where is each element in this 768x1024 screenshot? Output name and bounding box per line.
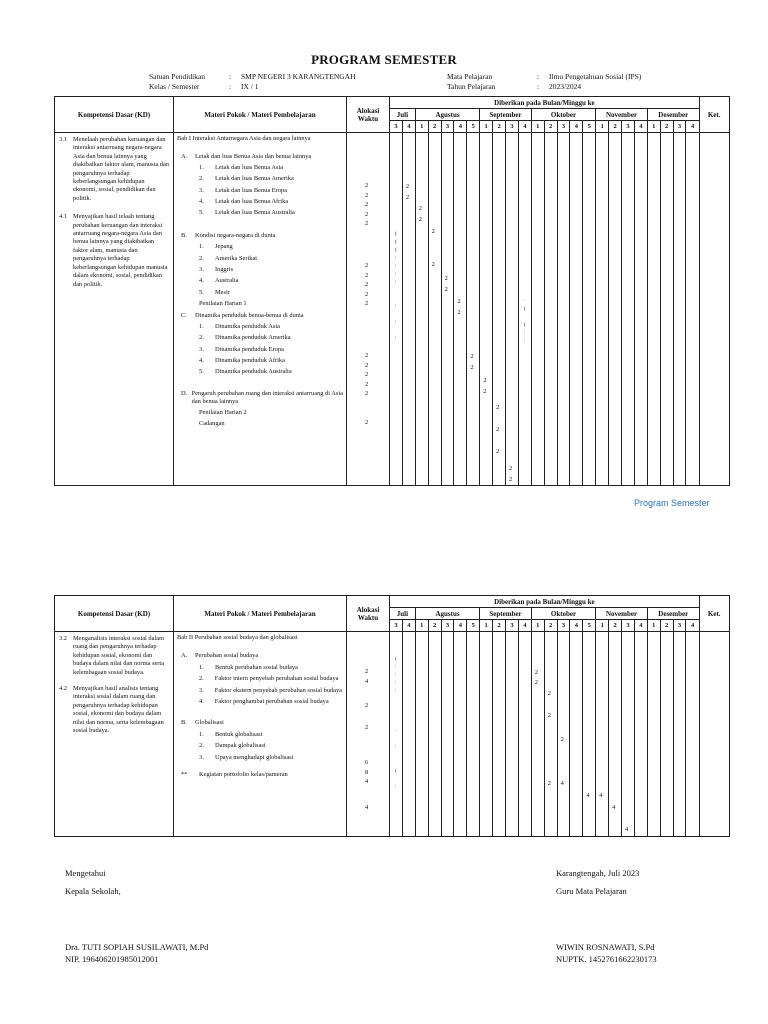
kepala-sekolah-nip: NIP. 196406201985012001 (65, 954, 159, 964)
week-cell (506, 133, 519, 486)
header-ket: Ket. (699, 97, 729, 133)
week-mark: 2 (496, 426, 500, 433)
week-header: 3 (441, 121, 454, 133)
week-mark: 4 (599, 792, 603, 799)
week-cell (570, 632, 583, 837)
month-header: Agustus (415, 608, 479, 620)
week-header: 1 (596, 121, 609, 133)
kd-cell (55, 133, 174, 486)
materi-item: Letak dan luas Benua Asia (215, 163, 284, 171)
alokasi-value: 8 (365, 768, 369, 776)
week-header: 5 (467, 620, 480, 632)
week-header: 2 (660, 121, 673, 133)
materi-item: Dinamika penduduk Australia (215, 368, 292, 376)
meta-label: Kelas / Semester (149, 82, 200, 91)
kd-number: 4.2 (59, 685, 67, 693)
week-mark: 2 (431, 261, 435, 268)
alokasi-value: 2 (365, 371, 369, 379)
alokasi-value: 2 (365, 380, 369, 388)
header-alokasi: Alokasi Waktu (347, 97, 390, 133)
week-cell (647, 632, 660, 837)
guru-nuptk: NUPTK. 1452761662230173 (556, 954, 657, 964)
week-header: 4 (570, 620, 583, 632)
week-header: 4 (634, 620, 647, 632)
week-mark: 2 (547, 690, 551, 697)
month-header: Oktober (531, 608, 595, 620)
section-number: C. (181, 311, 187, 319)
week-header: 3 (673, 121, 686, 133)
month-header: Agustus (415, 109, 479, 121)
meta-left: Satuan Pendidikan : SMP NEGERI 3 KARANGTENGAH Kelas / Semester : IX / 1 (149, 72, 356, 91)
week-cell (544, 632, 557, 837)
header-materi: Materi Pokok / Materi Pembelajaran (174, 97, 347, 133)
week-header: 2 (609, 121, 622, 133)
week-cell (467, 632, 480, 837)
section-title: Letak dan luas Benua Asia dan benua lainnya (195, 153, 312, 161)
materi-item: Faktor ekstern penyebab perubahan sosial budaya (214, 686, 343, 694)
week-cell (415, 632, 428, 837)
section-title: Perubahan sosial budaya (195, 652, 259, 660)
materi-item: Faktor penghambat perubahan sosial budaya (214, 697, 329, 705)
week-mark: 2 (457, 298, 461, 305)
week-cell (531, 632, 544, 837)
week-mark: 4 (625, 826, 629, 833)
week-cell (673, 133, 686, 486)
month-header: Juli (390, 608, 416, 620)
week-header: 3 (390, 620, 403, 632)
ket-cell (699, 632, 729, 837)
week-cell (557, 133, 570, 486)
week-header: 1 (596, 620, 609, 632)
week-header: 1 (647, 121, 660, 133)
section-title: Kondisi negara-negara di dunia (195, 231, 276, 239)
materi-item: Letak dan luas Benua Afrika (215, 197, 289, 205)
materi-item: Dinamika penduduk Eropa (215, 345, 284, 353)
week-header: 4 (686, 620, 699, 632)
week-header: 1 (480, 620, 493, 632)
week-cell (596, 632, 609, 837)
section-title: Dinamika penduduk benua-benua di dunia (195, 311, 304, 319)
alokasi-value: 4 (365, 778, 369, 786)
week-cell (454, 133, 467, 486)
week-mark: 4 (560, 780, 564, 787)
week-cell (415, 133, 428, 486)
kd-cell (55, 632, 174, 837)
meta-value: SMP NEGERI 3 KARANGTENGAH (241, 72, 356, 81)
materi-item: Dampak globalisasi (215, 742, 266, 750)
week-header: 2 (493, 121, 506, 133)
week-header: 1 (647, 620, 660, 632)
week-cell (506, 632, 519, 837)
week-cell (583, 632, 596, 837)
alokasi-value: 2 (365, 191, 369, 199)
week-cell (557, 632, 570, 837)
section-title: Globalisasi (195, 719, 224, 727)
week-cell (454, 632, 467, 837)
week-mark: 2 (534, 679, 538, 686)
week-cell (441, 632, 454, 837)
week-cell (441, 133, 454, 486)
week-header: 5 (583, 121, 596, 133)
week-header: 4 (454, 620, 467, 632)
week-header: 5 (583, 620, 596, 632)
kepala-sekolah-name: Dra. TUTI SOPIAH SUSILAWATI, M.Pd (65, 942, 209, 952)
materi-item: Dinamika penduduk Asia (215, 322, 280, 330)
week-cell (686, 133, 699, 486)
alokasi-cell (347, 632, 390, 837)
week-cell (480, 632, 493, 837)
alokasi-value: 2 (365, 702, 369, 709)
week-header: 4 (570, 121, 583, 133)
week-cell (428, 133, 441, 486)
week-cell (570, 133, 583, 486)
materi-item: Mesir (215, 288, 230, 296)
week-header: 3 (390, 121, 403, 133)
alokasi-value: 2 (365, 201, 369, 209)
mengetahui-label: Mengetahui (65, 868, 106, 878)
week-header: 1 (480, 121, 493, 133)
section-title: Pengaruh perubahan ruang dan interaksi antarruang di Asia dan benua lainnya (191, 389, 343, 406)
section-number: D. (181, 389, 188, 397)
kegiatan-mark: ** (181, 770, 188, 778)
materi-item: Dinamika penduduk Amerika (215, 334, 291, 342)
week-mark: 2 (496, 404, 500, 411)
week-cell (428, 632, 441, 837)
week-header: 4 (634, 121, 647, 133)
week-cell (596, 133, 609, 486)
week-header: 2 (428, 620, 441, 632)
week-header: 4 (454, 121, 467, 133)
week-header: 1 (531, 620, 544, 632)
week-mark: 2 (483, 388, 487, 395)
week-cell (467, 133, 480, 486)
materi-item: Australia (215, 277, 239, 285)
week-header: 3 (622, 620, 635, 632)
kd-text: Menelaah perubahan keruangan dan interaksi antarruang negara-negara Asia dan benua lainnya yang diakibatkan faktor alam, manusia dan pengaruhnya terhadap keberlangsungan kehidupan ekonomi, sosial, pendidikan dan politik. (73, 136, 170, 202)
week-header: 5 (467, 121, 480, 133)
meta-right: Mata Pelajaran : Ilmu Pengetahuan Sosial (IPS) Tahun Pelajaran : 2023/2024 (447, 72, 642, 91)
month-header: Desember (647, 109, 699, 121)
week-header: 3 (441, 620, 454, 632)
week-mark: 2 (405, 183, 410, 190)
meta-value: Ilmu Pengetahuan Sosial (IPS) (549, 72, 642, 81)
week-mark: 2 (457, 309, 461, 316)
week-header: 3 (557, 620, 570, 632)
cadangan: Cadangan (199, 420, 225, 428)
meta-label: Satuan Pendidikan (149, 72, 206, 81)
week-cell (622, 632, 635, 837)
penilaian-harian: Penilaian Harian 1 (199, 300, 247, 308)
month-header: November (596, 608, 648, 620)
week-cell (609, 632, 622, 837)
header-diberikan: Diberikan pada Bulan/Minggu ke (390, 97, 700, 109)
kd-text: Menyajikan hasil analisis tentang interaksi sosial dalam ruang dan pengaruhnya terhadap kehidupan sosial, ekonomi dan budaya dalam nilai dan norma, serta kelembagaan sosial budaya. (73, 685, 164, 735)
header-kd: Kompetensi Dasar (KD) (55, 596, 174, 632)
week-mark: 2 (560, 736, 564, 743)
section-number: B. (181, 719, 187, 727)
alokasi-value: 2 (365, 352, 369, 359)
alokasi-value: 2 (365, 210, 369, 218)
header-kd: Kompetensi Dasar (KD) (55, 97, 174, 133)
week-header: 1 (415, 121, 428, 133)
week-mark: 2 (547, 780, 551, 787)
alokasi-cell (347, 133, 390, 486)
week-cell (518, 632, 531, 837)
week-header: 2 (609, 620, 622, 632)
week-mark: 2 (470, 353, 474, 360)
alokasi-value: 6 (365, 759, 369, 766)
week-cell (634, 632, 647, 837)
week-cell (493, 632, 506, 837)
week-cell (686, 632, 699, 837)
week-header: 4 (686, 121, 699, 133)
materi-item: Bentuk perubahan sosial budaya (215, 663, 298, 671)
alokasi-value: 2 (365, 361, 369, 369)
week-header: 1 (531, 121, 544, 133)
penilaian-harian: Penilaian Harian 2 (199, 408, 247, 416)
guru-name: WIWIN ROSNAWATI, S.Pd (556, 942, 655, 952)
week-cell (544, 133, 557, 486)
place-date: Karangtengah, Juli 2023 (556, 868, 640, 878)
materi-item: Amerika Serikat (215, 254, 258, 262)
week-cell (622, 133, 635, 486)
bab-title: Bab II Perubahan sosial budaya dan globalisasi (177, 634, 298, 641)
week-cell (673, 632, 686, 837)
alokasi-value: 2 (365, 262, 369, 269)
month-header: September (480, 109, 532, 121)
week-header: 4 (402, 121, 415, 133)
week-header: 4 (518, 620, 531, 632)
week-mark: 2 (444, 275, 448, 282)
week-mark: 2 (496, 448, 500, 455)
page-title: PROGRAM SEMESTER (311, 52, 457, 67)
week-cell (402, 133, 415, 486)
month-header: November (596, 109, 648, 121)
week-header: 3 (557, 121, 570, 133)
kd-text: Menyajikan hasil telaah tentang perubahan keruangan dan interaksi antarruang negara-negara Asia dan benua lainnya yang diakibatkan faktor alam, manusia dan pengaruhnya terhadap keberlangsungan kehidupan manusia dalam ekonomi, sosial, pendidikan dan politik. (73, 213, 168, 288)
meta-label: Tahun Pelajaran (447, 82, 496, 91)
week-header: 3 (506, 121, 519, 133)
section-number: B. (181, 231, 187, 239)
ket-cell (699, 133, 729, 486)
week-mark: 2 (418, 216, 422, 223)
alokasi-value: 2 (365, 182, 369, 189)
week-header: 4 (518, 121, 531, 133)
week-cell (531, 133, 544, 486)
alokasi-value: 2 (365, 220, 369, 228)
alokasi-value: 2 (365, 300, 369, 308)
alokasi-value: 2 (365, 724, 369, 731)
week-mark: 4 (612, 804, 616, 811)
kd-number: 3.1 (59, 136, 67, 143)
guru-label: Guru Mata Pelajaran (556, 886, 627, 896)
alokasi-value: 2 (365, 390, 369, 398)
materi-item: Bentuk globalisasi (215, 730, 263, 738)
week-header: 4 (402, 620, 415, 632)
week-cell (493, 133, 506, 486)
week-mark: 2 (534, 669, 538, 676)
kd-number: 3.2 (59, 635, 67, 642)
section-number: A. (181, 652, 188, 660)
alokasi-value: 4 (365, 678, 369, 685)
week-header: 3 (673, 620, 686, 632)
materi-item: Jepang (215, 243, 233, 251)
week-mark: 2 (470, 364, 474, 371)
program-table-2 (54, 595, 730, 837)
week-header: 2 (660, 620, 673, 632)
materi-cell: Bab II Perubahan sosial budaya dan globalisasi A. Perubahan sosial budaya 1. Bentuk perubahan sosial budaya 2. Faktor intern penyebab perubahan sosial budaya 3. Faktor ekstern penyebab perubahan sosial budaya 4. Faktor penghambat perubahan sosial budaya B. Globalisasi 1. Bentuk globalisasi 2. Dampak globalisasi 3. Upaya menghadapi globalisasi ** Kegiatan portofolio kelas/pameran (174, 632, 347, 837)
week-cell (480, 133, 493, 486)
week-mark: 2 (509, 476, 513, 483)
materi-item: Inggris (215, 265, 234, 273)
alokasi-value: 2 (365, 281, 369, 289)
meta-value: 2023/2024 (549, 82, 582, 91)
week-cell (583, 133, 596, 486)
week-mark: 2 (405, 194, 410, 201)
alokasi-value: 2 (365, 290, 369, 298)
week-cell (660, 133, 673, 486)
materi-item: Upaya menghadapi globalisasi (215, 753, 294, 761)
week-header: 2 (428, 121, 441, 133)
week-cell (609, 133, 622, 486)
alokasi-value: 2 (365, 668, 369, 675)
week-header: 1 (415, 620, 428, 632)
week-header: 3 (506, 620, 519, 632)
alokasi-value: 2 (365, 271, 369, 279)
month-header: Juli (390, 109, 416, 121)
week-mark: 2 (444, 286, 448, 293)
week-cell (660, 632, 673, 837)
month-header: Desember (647, 608, 699, 620)
program-table-1 (54, 96, 730, 486)
week-mark: 4 (586, 792, 590, 799)
materi-item: Letak dan luas Benua Australia (215, 209, 295, 217)
week-mark: 2 (547, 712, 551, 719)
kegiatan-text: Kegiatan portofolio kelas/pameran (199, 770, 288, 778)
kd-text: Menganalisis interaksi sosial dalam ruang dan pengaruhnya terhadap kehidupan sosial, ekonomi dan budaya dalam nilai dan norma serta kelembagaan sosial budaya. (73, 635, 165, 676)
alokasi-value: 2 (365, 419, 369, 426)
week-mark: 2 (431, 228, 435, 235)
week-cell: ( ( ( : : : : : : : (390, 133, 403, 486)
alokasi-value: 4 (365, 804, 369, 811)
week-mark: 2 (418, 205, 422, 212)
kepala-sekolah-label: Kepala Sekolah, (65, 886, 121, 896)
month-header: Oktober (531, 109, 595, 121)
materi-item: Faktor intern penyebab perubahan sosial budaya (214, 675, 339, 683)
week-cell (647, 133, 660, 486)
meta-value: IX / 1 (241, 82, 259, 91)
program-semester-label: Program Semester (634, 498, 710, 508)
materi-item: Letak dan luas Benua Eropa (215, 186, 288, 194)
kd-number: 4.1 (59, 213, 67, 221)
week-mark: 2 (509, 465, 513, 472)
bab-title: Bab I Interaksi Antarnegara Asia dan negara lainnya (177, 135, 311, 142)
week-header: 2 (493, 620, 506, 632)
header-diberikan: Diberikan pada Bulan/Minggu ke (390, 596, 700, 608)
meta-label: Mata Pelajaran (447, 72, 493, 81)
week-cell (634, 133, 647, 486)
section-number: A. (181, 153, 188, 161)
week-header: 3 (622, 121, 635, 133)
month-header: September (480, 608, 532, 620)
week-cell (402, 632, 415, 837)
materi-cell: Bab I Interaksi Antarnegara Asia dan negara lainnya A. Letak dan luas Benua Asia dan benua lainnya 1. Letak dan luas Benua Asia 2. Letak dan luas Benua Amerika 3. Letak dan luas Benua Eropa 4. Letak dan luas Benua Afrika 5. Letak dan luas Benua Australia B. Kondisi negara-negara di dunia 1. Jepang 2. Amerika Serikat 3. Inggris 4. Australia 5. Mesir Penilaian Harian 1 C. Dinamika penduduk benua-benua di dunia 1. Dinamika penduduk Asia 2. Dinamika penduduk Amerika 3. Dinamika penduduk Eropa 4. Dinamika penduduk Afrika 5. Dinamika penduduk Australia D. Pengaruh perubahan ruang dan interaksi antarruang di Asia dan benua lainnya Penilaian Harian 2 Cadangan (174, 133, 347, 486)
week-header: 2 (544, 620, 557, 632)
header-alokasi: Alokasi Waktu (347, 596, 390, 632)
header-materi: Materi Pokok / Materi Pembelajaran (174, 596, 347, 632)
week-header: 2 (544, 121, 557, 133)
week-cell: · ( ( : : (518, 133, 531, 486)
week-mark: 2 (483, 377, 487, 384)
materi-item: Letak dan luas Benua Amerika (215, 175, 294, 183)
header-ket: Ket. (699, 596, 729, 632)
materi-item: Dinamika penduduk Afrika (215, 357, 285, 365)
week-cell: ( : : : : · : ( : (390, 632, 403, 837)
